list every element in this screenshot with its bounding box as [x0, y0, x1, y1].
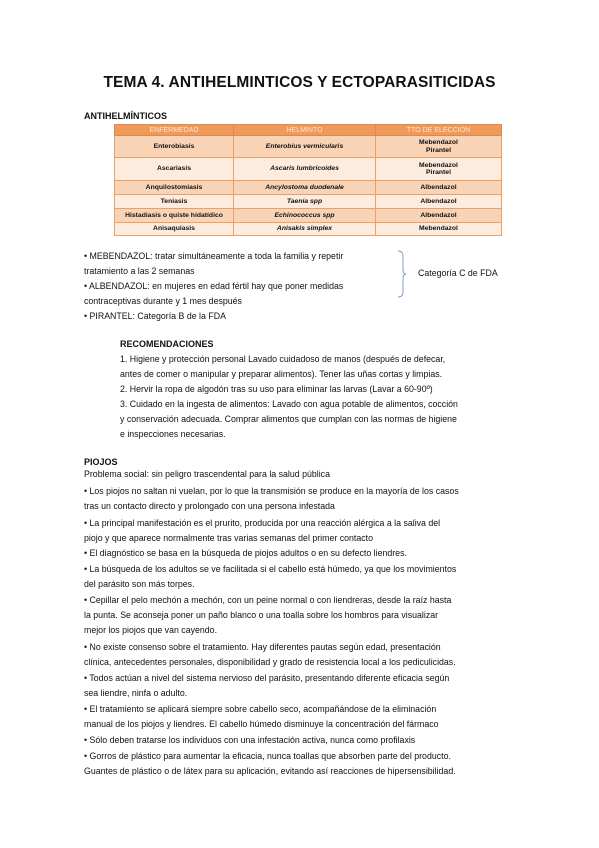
table-row	[115, 223, 502, 236]
header-tratamiento: TTO DE ELECCIÓN	[376, 125, 502, 136]
cell-helminto: Taenia spp	[234, 195, 376, 209]
recommendation-line: e inspecciones necesarias.	[120, 429, 226, 439]
piojos-line: del parásito son más torpes.	[84, 579, 195, 589]
table-row	[115, 209, 502, 223]
cell-enfermedad: Enterobiasis	[115, 136, 234, 158]
header-enfermedad: ENFERMEDAD	[115, 125, 234, 136]
piojos-line: • Cepillar el pelo mechón a mechón, con un peine normal o con liendreras, desde la raíz hasta	[84, 595, 452, 605]
cell-tratamiento: Mebendazol Pirantel	[376, 158, 502, 181]
piojos-line: • El diagnóstico se basa en la búsqueda de piojos adultos o en su defecto liendres.	[84, 548, 407, 558]
cell-helminto: Ancylostoma duodenale	[234, 181, 376, 195]
piojos-line: manual de los piojos y liendres. El cabello húmedo disminuye la concentración del fármaco	[84, 719, 439, 729]
piojos-line: Problema social: sin peligro trascendental para la salud pública	[84, 469, 330, 479]
piojos-line: • El tratamiento se aplicará siempre sobre cabello seco, acompañándose de la eliminación	[84, 704, 437, 714]
cell-tratamiento: Mebendazol	[376, 223, 502, 236]
antihelminticos-table	[114, 124, 502, 236]
piojos-line: • Sólo deben tratarse los individuos con una infestación activa, nunca como profilaxis	[84, 735, 416, 745]
bullet-line: • PIRANTEL: Categoría B de la FDA	[84, 311, 226, 321]
recommendation-line: 2. Hervir la ropa de algodón tras su uso para eliminar las larvas (Lavar a 60-90º)	[120, 384, 433, 394]
table-row	[115, 136, 502, 158]
section-heading-piojos: PIOJOS	[84, 457, 118, 467]
cell-enfermedad: Teniasis	[115, 195, 234, 209]
recommendation-line: y conservación adecuada. Comprar alimentos que cumplan con las normas de higiene	[120, 414, 457, 424]
cell-enfermedad: Ascariasis	[115, 158, 234, 181]
table-row	[115, 181, 502, 195]
section-heading-recomendaciones: RECOMENDACIONES	[120, 339, 214, 349]
table-header-row	[115, 125, 502, 136]
piojos-line: • No existe consenso sobre el tratamiento. Hay diferentes pautas según edad, presentación	[84, 642, 441, 652]
piojos-line: • La principal manifestación es el prurito, producida por una reacción alérgica a la saliva del	[84, 518, 441, 528]
piojos-line: tras un contacto directo y prolongado con una persona infestada	[84, 501, 335, 511]
cell-enfermedad: Histadiasis o quiste hidatídico	[115, 209, 234, 223]
page-title: TEMA 4. ANTIHELMINTICOS Y ECTOPARASITICIDAS	[103, 74, 496, 91]
bullet-line: contraceptivas durante y 1 mes después	[84, 296, 242, 306]
bullet-line: tratamiento a las 2 semanas	[84, 266, 195, 276]
table-row	[115, 195, 502, 209]
bullet-line: • MEBENDAZOL: tratar simultáneamente a toda la familia y repetir	[84, 251, 344, 261]
recommendation-line: antes de comer o manipular y preparar alimentos). Tener las uñas cortas y limpias.	[120, 369, 443, 379]
piojos-line: • Todos actúan a nivel del sistema nervioso del parásito, presentando diferente eficacia según	[84, 673, 450, 683]
cell-enfermedad: Anquilostomiasis	[115, 181, 234, 195]
section-heading-antihelminticos: ANTIHELMÍNTICOS	[84, 111, 167, 121]
piojos-line: Guantes de plástico o de látex para su aplicación, evitando así reacciones de hipersensibilidad.	[84, 766, 456, 776]
piojos-line: • Gorros de plástico para aumentar la eficacia, nunca toallas que absorben parte del producto.	[84, 751, 451, 761]
cell-helminto: Ascaris lumbricoides	[234, 158, 376, 181]
piojos-line: clínica, antecedentes personales, disponibilidad y grado de resistencia local a los pediculicidas.	[84, 657, 456, 667]
recommendation-line: 1. Higiene y protección personal Lavado cuidadoso de manos (después de defecar,	[120, 354, 446, 364]
fda-category-note: Categoría C de FDA	[418, 268, 498, 278]
recommendation-line: 3. Cuidado en la ingesta de alimentos: Lavado con agua potable de alimentos, cocción	[120, 399, 458, 409]
cell-helminto: Enterobius vermicularis	[234, 136, 376, 158]
piojos-line: sea liendre, ninfa o adulto.	[84, 688, 188, 698]
table-row	[115, 158, 502, 181]
piojos-line: piojo y que aparece normalmente tras varias semanas del primer contacto	[84, 533, 373, 543]
piojos-line: • Los piojos no saltan ni vuelan, por lo que la transmisión se produce en la mayoría de los casos	[84, 486, 459, 496]
curly-brace-icon	[398, 250, 406, 298]
cell-tratamiento: Albendazol	[376, 195, 502, 209]
piojos-line: la punta. Se aconseja poner un paño blanco o una toalla sobre los hombros para visualizar	[84, 610, 439, 620]
piojos-line: mejor los piojos que van cayendo.	[84, 625, 218, 635]
cell-tratamiento: Mebendazol Pirantel	[376, 136, 502, 158]
cell-enfermedad: Anisaquiasis	[115, 223, 234, 236]
cell-tratamiento: Albendazol	[376, 181, 502, 195]
cell-helminto: Echinococcus spp	[234, 209, 376, 223]
header-helminto: HELMINTO	[234, 125, 376, 136]
piojos-line: • La búsqueda de los adultos se ve facilitada si el cabello está húmedo, ya que los movimientos	[84, 564, 457, 574]
cell-helminto: Anisakis simplex	[234, 223, 376, 236]
cell-tratamiento: Albendazol	[376, 209, 502, 223]
bullet-line: • ALBENDAZOL: en mujeres en edad fértil hay que poner medidas	[84, 281, 344, 291]
